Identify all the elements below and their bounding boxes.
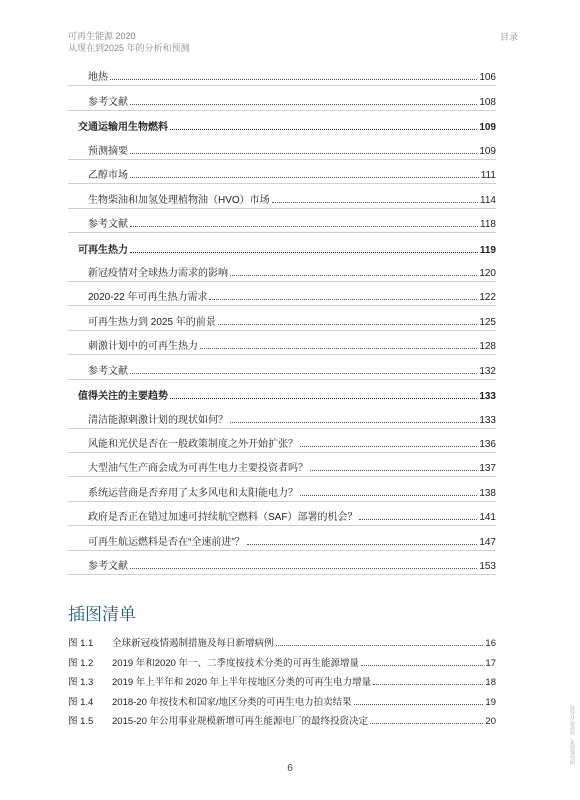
figure-entry[interactable] bbox=[68, 669, 496, 688]
toc-entry-page: 133 bbox=[479, 391, 496, 403]
toc-entry[interactable] bbox=[68, 86, 496, 110]
dot-leader bbox=[130, 104, 477, 105]
toc-entry[interactable] bbox=[68, 380, 496, 404]
toc-entry[interactable] bbox=[68, 184, 496, 208]
toc-entry[interactable] bbox=[68, 429, 496, 453]
dot-leader bbox=[200, 348, 477, 349]
dot-leader bbox=[276, 645, 484, 646]
figure-entry[interactable] bbox=[68, 630, 496, 649]
page-number: 6 bbox=[287, 763, 293, 774]
toc-entry-page: 122 bbox=[479, 292, 496, 304]
toc-entry[interactable] bbox=[68, 258, 496, 282]
dot-leader bbox=[218, 324, 478, 325]
toc-entry-page: 114 bbox=[480, 194, 496, 206]
toc-entry[interactable] bbox=[68, 526, 496, 550]
toc-entry[interactable] bbox=[68, 331, 496, 355]
toc-entry-label: 交通运输用生物燃料 bbox=[78, 122, 168, 134]
toc-entry-label: 可再生热力到 2025 年的前景 bbox=[88, 316, 216, 328]
dot-leader bbox=[300, 495, 477, 496]
figure-number: 图 1.4 bbox=[68, 696, 94, 708]
table-of-contents bbox=[68, 62, 496, 575]
dot-leader bbox=[170, 129, 477, 130]
toc-entry-page: 153 bbox=[479, 561, 496, 573]
figure-page: 17 bbox=[485, 657, 496, 669]
toc-entry[interactable] bbox=[68, 62, 496, 86]
dot-leader bbox=[359, 519, 477, 520]
toc-entry-page: 132 bbox=[479, 365, 496, 377]
toc-entry-label: 可再生热力 bbox=[78, 244, 128, 256]
dot-leader bbox=[110, 79, 477, 80]
toc-entry-page: 141 bbox=[479, 512, 496, 524]
toc-entry-page: 109 bbox=[479, 122, 496, 134]
figures-list-title: 插图清单 bbox=[68, 605, 136, 624]
figure-page: 16 bbox=[485, 638, 496, 650]
figure-label: 2019 年上半年和 2020 年上半年按地区分类的可再生电力增量 bbox=[112, 677, 372, 689]
dot-leader bbox=[300, 446, 477, 447]
figure-page: 19 bbox=[485, 696, 496, 708]
toc-entry-page: 125 bbox=[479, 316, 496, 328]
toc-entry-label: 参考文献 bbox=[88, 219, 128, 231]
figure-number: 图 1.3 bbox=[68, 677, 94, 689]
dot-leader bbox=[230, 422, 477, 423]
figure-number: 图 1.1 bbox=[68, 638, 94, 650]
toc-entry[interactable] bbox=[68, 306, 496, 330]
dot-leader bbox=[354, 704, 484, 705]
figure-label: 2015-20 年公用事业规模新增可再生能源电厂的最终投资决定 bbox=[112, 715, 369, 727]
toc-entry-label: 2020-22 年可再生热力需求 bbox=[88, 292, 208, 304]
toc-entry-label: 刺激计划中的可再生热力 bbox=[88, 341, 198, 353]
toc-entry-label: 清洁能源刺激计划的现状如何？ bbox=[88, 414, 228, 426]
figure-number: 图 1.2 bbox=[68, 657, 94, 669]
figure-label: 2019 年和2020 年一、二季度按技术分类的可再生能源增量 bbox=[112, 657, 360, 669]
toc-entry-label: 参考文献 bbox=[88, 561, 128, 573]
toc-entry-label: 生物柴油和加氢处理植物油（HVO）市场 bbox=[88, 194, 270, 206]
toc-entry-page: 137 bbox=[479, 463, 496, 475]
toc-entry[interactable] bbox=[68, 111, 496, 135]
dot-leader bbox=[370, 723, 483, 724]
toc-entry[interactable] bbox=[68, 209, 496, 233]
toc-entry[interactable] bbox=[68, 355, 496, 379]
dot-leader bbox=[130, 153, 477, 154]
toc-entry-page: 109 bbox=[479, 145, 496, 157]
toc-entry-page: 120 bbox=[479, 267, 496, 279]
figure-label: 全球新冠疫情遏制措施及每日新增病例 bbox=[112, 638, 274, 650]
dot-leader bbox=[209, 299, 477, 300]
figure-entry[interactable] bbox=[68, 649, 496, 668]
toc-entry[interactable] bbox=[68, 551, 496, 575]
toc-entry[interactable] bbox=[68, 404, 496, 428]
dot-leader bbox=[170, 398, 477, 399]
copyright-note: 国际能源署。保留所有权利。 bbox=[570, 700, 576, 765]
toc-entry[interactable] bbox=[68, 502, 496, 526]
section-label: 目录 bbox=[499, 32, 518, 42]
report-title: 可再生能源 2020 bbox=[68, 31, 136, 41]
toc-entry-label: 系统运营商是否弃用了太多风电和太阳能电力？ bbox=[88, 487, 298, 499]
toc-entry-label: 值得关注的主要趋势 bbox=[78, 391, 168, 403]
dot-leader bbox=[130, 373, 477, 374]
toc-entry-label: 政府是否正在错过加速可持续航空燃料（SAF）部署的机会？ bbox=[88, 512, 358, 524]
toc-entry-page: 136 bbox=[479, 439, 496, 450]
toc-entry-label: 风能和光伏是否在一般政策制度之外开始扩张？ bbox=[88, 439, 298, 450]
toc-entry[interactable] bbox=[68, 453, 496, 477]
dot-leader bbox=[130, 177, 479, 178]
toc-entry-label: 预测摘要 bbox=[88, 145, 128, 157]
toc-entry-label: 可再生航运燃料是否在“全速前进”？ bbox=[88, 536, 245, 548]
toc-entry-page: 138 bbox=[479, 487, 496, 499]
header-block bbox=[68, 30, 190, 54]
dot-leader bbox=[130, 568, 477, 569]
toc-entry-page: 133 bbox=[479, 414, 496, 426]
figure-number: 图 1.5 bbox=[68, 715, 94, 727]
toc-entry-label: 参考文献 bbox=[88, 365, 128, 377]
dot-leader bbox=[373, 684, 483, 685]
toc-entry-label: 参考文献 bbox=[88, 96, 128, 108]
dot-leader bbox=[230, 275, 477, 276]
toc-entry[interactable] bbox=[68, 135, 496, 159]
toc-entry-page: 118 bbox=[480, 219, 496, 231]
toc-entry[interactable] bbox=[68, 477, 496, 501]
dot-leader bbox=[361, 665, 483, 666]
dot-leader bbox=[247, 544, 478, 545]
toc-entry-page: 119 bbox=[479, 244, 496, 256]
dot-leader bbox=[310, 470, 477, 471]
toc-entry-page: 108 bbox=[479, 96, 496, 108]
figure-entry[interactable] bbox=[68, 688, 496, 707]
toc-entry[interactable] bbox=[68, 233, 496, 257]
figure-label: 2018-20 年按技术和国家/地区分类的可再生电力拍卖结果 bbox=[112, 696, 352, 708]
toc-entry-page: 147 bbox=[479, 536, 496, 548]
dot-leader bbox=[272, 202, 478, 203]
toc-entry-label: 地热 bbox=[88, 72, 108, 84]
toc-entry[interactable] bbox=[68, 282, 496, 306]
toc-entry-label: 乙醇市场 bbox=[88, 170, 128, 182]
figure-entry[interactable] bbox=[68, 708, 496, 727]
toc-entry-label: 大型油气生产商会成为可再生电力主要投资者吗？ bbox=[88, 463, 308, 475]
toc-entry-page: 128 bbox=[479, 341, 496, 353]
report-subtitle: 从现在到2025 年的分析和预测 bbox=[68, 43, 190, 53]
toc-entry[interactable] bbox=[68, 160, 496, 184]
toc-entry-page: 106 bbox=[479, 72, 496, 84]
figure-page: 20 bbox=[485, 715, 496, 727]
toc-entry-page: 111 bbox=[480, 170, 496, 182]
dot-leader bbox=[130, 252, 478, 253]
toc-entry-label: 新冠疫情对全球热力需求的影响 bbox=[88, 267, 228, 279]
figure-page: 18 bbox=[485, 677, 496, 689]
dot-leader bbox=[130, 226, 478, 227]
figures-list bbox=[68, 630, 496, 727]
